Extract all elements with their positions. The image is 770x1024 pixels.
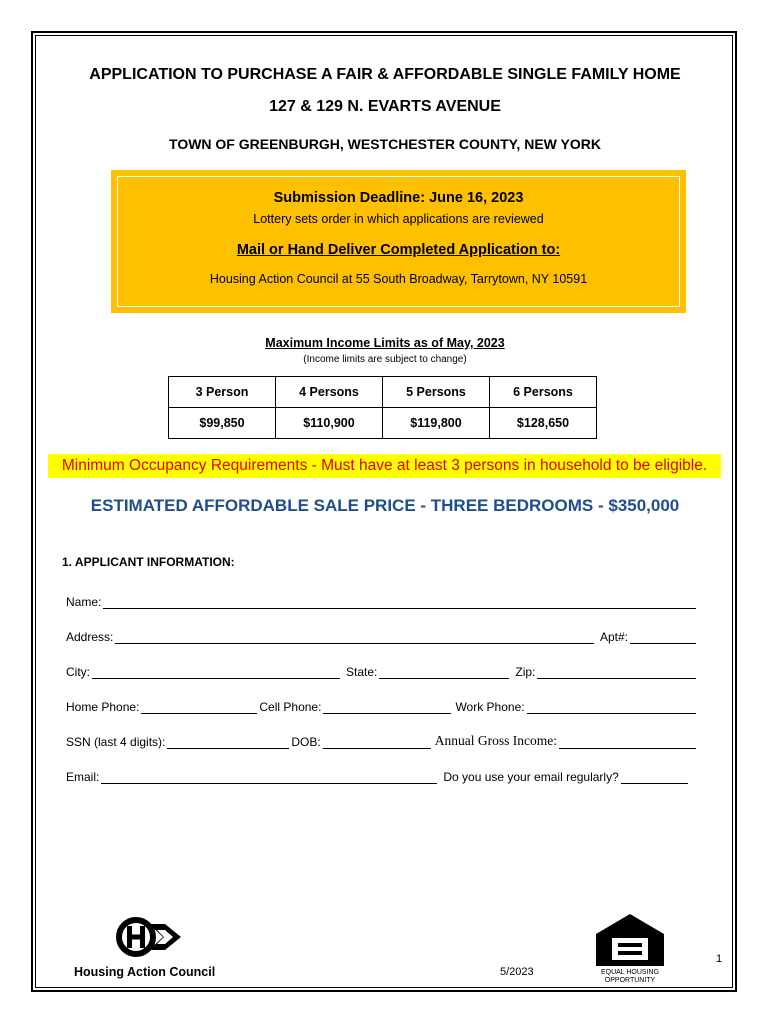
home-phone-field[interactable]: [141, 701, 257, 714]
state-field[interactable]: [379, 666, 509, 679]
name-field[interactable]: [103, 596, 696, 609]
page-number: 1: [716, 953, 723, 965]
revision-date: 5/2023: [500, 966, 534, 978]
property-location: TOWN OF GREENBURGH, WESTCHESTER COUNTY, NEW YORK: [169, 136, 601, 152]
email-label: Email:: [66, 770, 100, 784]
email-question-field[interactable]: [621, 771, 688, 784]
ssn-label: SSN (last 4 digits):: [66, 735, 166, 749]
email-question-label: Do you use your email regularly?: [443, 770, 619, 784]
state-label: State:: [346, 665, 378, 679]
hac-org-name: Housing Action Council: [74, 965, 216, 979]
phone-row: [66, 696, 698, 714]
email-row: [66, 766, 690, 784]
estimated-sale-price: ESTIMATED AFFORDABLE SALE PRICE - THREE BEDROOMS - $350,000: [90, 496, 680, 515]
table-header-cell: 3 Person: [169, 377, 276, 408]
name-label: Name:: [66, 595, 102, 609]
ssn-row: [66, 731, 698, 749]
lottery-note: Lottery sets order in which applications are reviewed: [253, 212, 544, 226]
email-field[interactable]: [101, 771, 437, 784]
dob-label: DOB:: [291, 735, 321, 749]
cell-phone-field[interactable]: [323, 701, 451, 714]
hac-logo-icon: [115, 916, 189, 958]
income-limits-title: Maximum Income Limits as of May, 2023: [265, 336, 505, 350]
mail-heading: Mail or Hand Deliver Completed Application to:: [236, 242, 561, 258]
submission-deadline: Submission Deadline: June 16, 2023: [273, 190, 524, 206]
document-title: APPLICATION TO PURCHASE A FAIR & AFFORDABLE SINGLE FAMILY HOME: [89, 66, 681, 83]
table-cell: $110,900: [276, 408, 383, 439]
table-header-cell: 5 Persons: [383, 377, 490, 408]
address-label: Address:: [66, 630, 114, 644]
city-row: [66, 661, 698, 679]
work-phone-label: Work Phone:: [455, 700, 525, 714]
cell-phone-label: Cell Phone:: [259, 700, 322, 714]
name-row: [66, 591, 698, 609]
equal-housing-opportunity-icon: [594, 912, 666, 984]
apt-field[interactable]: [630, 631, 696, 644]
table-cell: $128,650: [490, 408, 597, 439]
income-field[interactable]: [559, 736, 696, 749]
work-phone-field[interactable]: [527, 701, 696, 714]
address-row: [66, 626, 698, 644]
table-cell: $119,800: [383, 408, 490, 439]
table-header-cell: 4 Persons: [276, 377, 383, 408]
home-phone-label: Home Phone:: [66, 700, 140, 714]
table-row: [169, 408, 597, 439]
income-limits-subtitle: (Income limits are subject to change): [303, 354, 467, 365]
apt-label: Apt#:: [599, 630, 628, 644]
eho-text-line2: OPPORTUNITY: [604, 977, 656, 984]
zip-label: Zip:: [515, 665, 536, 679]
mail-address: Housing Action Council at 55 South Broadway, Tarrytown, NY 10591: [209, 272, 588, 286]
city-field[interactable]: [92, 666, 340, 679]
dob-field[interactable]: [323, 736, 431, 749]
city-label: City:: [66, 665, 90, 679]
property-address: 127 & 129 N. EVARTS AVENUE: [269, 98, 501, 115]
table-cell: $99,850: [169, 408, 276, 439]
table-header-row: [169, 377, 597, 408]
occupancy-requirement: Minimum Occupancy Requirements - Must have at least 3 persons in household to be eligible.: [48, 454, 721, 478]
income-label: Annual Gross Income:: [434, 733, 557, 748]
table-header-cell: 6 Persons: [490, 377, 597, 408]
zip-field[interactable]: [537, 666, 696, 679]
address-field[interactable]: [115, 631, 594, 644]
eho-text-line1: EQUAL HOUSING: [600, 969, 660, 976]
income-limits-table: [168, 376, 597, 439]
ssn-field[interactable]: [167, 736, 289, 749]
section-title: 1. APPLICANT INFORMATION:: [62, 555, 235, 569]
